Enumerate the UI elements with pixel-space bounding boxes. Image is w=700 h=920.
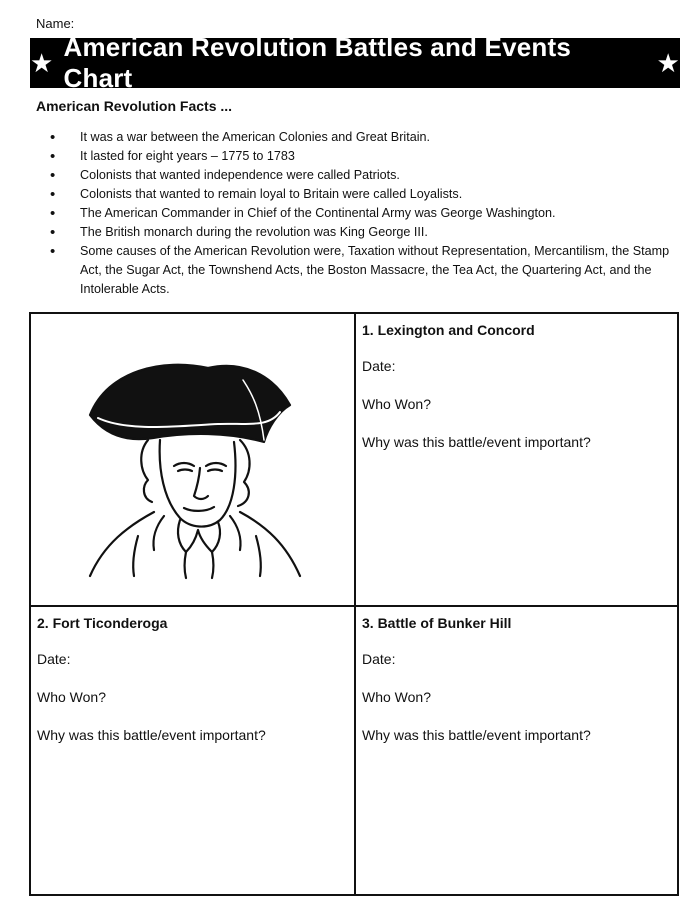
battle-cell-lexington	[356, 314, 677, 607]
battle-cell-ticonderoga	[31, 607, 356, 894]
list-item: • The American Commander in Chief of the Continental Army was George Washington.	[36, 204, 676, 223]
george-washington-portrait-icon	[68, 340, 318, 580]
title-banner	[30, 32, 680, 93]
battles-grid	[29, 312, 679, 896]
who-won-field: Who Won?	[362, 396, 431, 412]
battle-title: 2. Fort Ticonderoga	[37, 615, 168, 631]
importance-field: Why was this battle/event important?	[362, 434, 591, 450]
importance-field: Why was this battle/event important?	[362, 727, 591, 743]
battle-cell-bunker-hill	[356, 607, 677, 894]
list-item: • Colonists that wanted to remain loyal to Britain were called Loyalists.	[36, 185, 676, 204]
facts-heading: American Revolution Facts ...	[36, 98, 233, 114]
list-item: • Colonists that wanted independence were called Patriots.	[36, 166, 676, 185]
date-field: Date:	[362, 358, 396, 374]
importance-field: Why was this battle/event important?	[37, 727, 266, 743]
who-won-field: Who Won?	[362, 689, 431, 705]
portrait-cell	[31, 314, 356, 607]
date-field: Date:	[362, 651, 396, 667]
name-label: Name:	[36, 16, 75, 31]
who-won-field: Who Won?	[37, 689, 106, 705]
star-icon: ★	[30, 47, 54, 78]
date-field: Date:	[37, 651, 71, 667]
facts-list	[36, 128, 676, 299]
list-item: • Some causes of the American Revolution were, Taxation without Representation, Mercantilism, the Stamp Act, the Sugar Act, the Townshend Acts, the Boston Massacre, the Tea Act, the Quartering Act, and the Intolerable Acts.	[36, 242, 676, 299]
page-title: American Revolution Battles and Events Chart	[63, 32, 572, 93]
battle-title: 3. Battle of Bunker Hill	[362, 615, 512, 631]
list-item: • The British monarch during the revolution was King George III.	[36, 223, 676, 242]
battle-title: 1. Lexington and Concord	[362, 322, 535, 338]
list-item: • It lasted for eight years – 1775 to 1783	[36, 147, 676, 166]
star-icon: ★	[656, 47, 680, 78]
list-item: • It was a war between the American Colonies and Great Britain.	[36, 128, 676, 147]
